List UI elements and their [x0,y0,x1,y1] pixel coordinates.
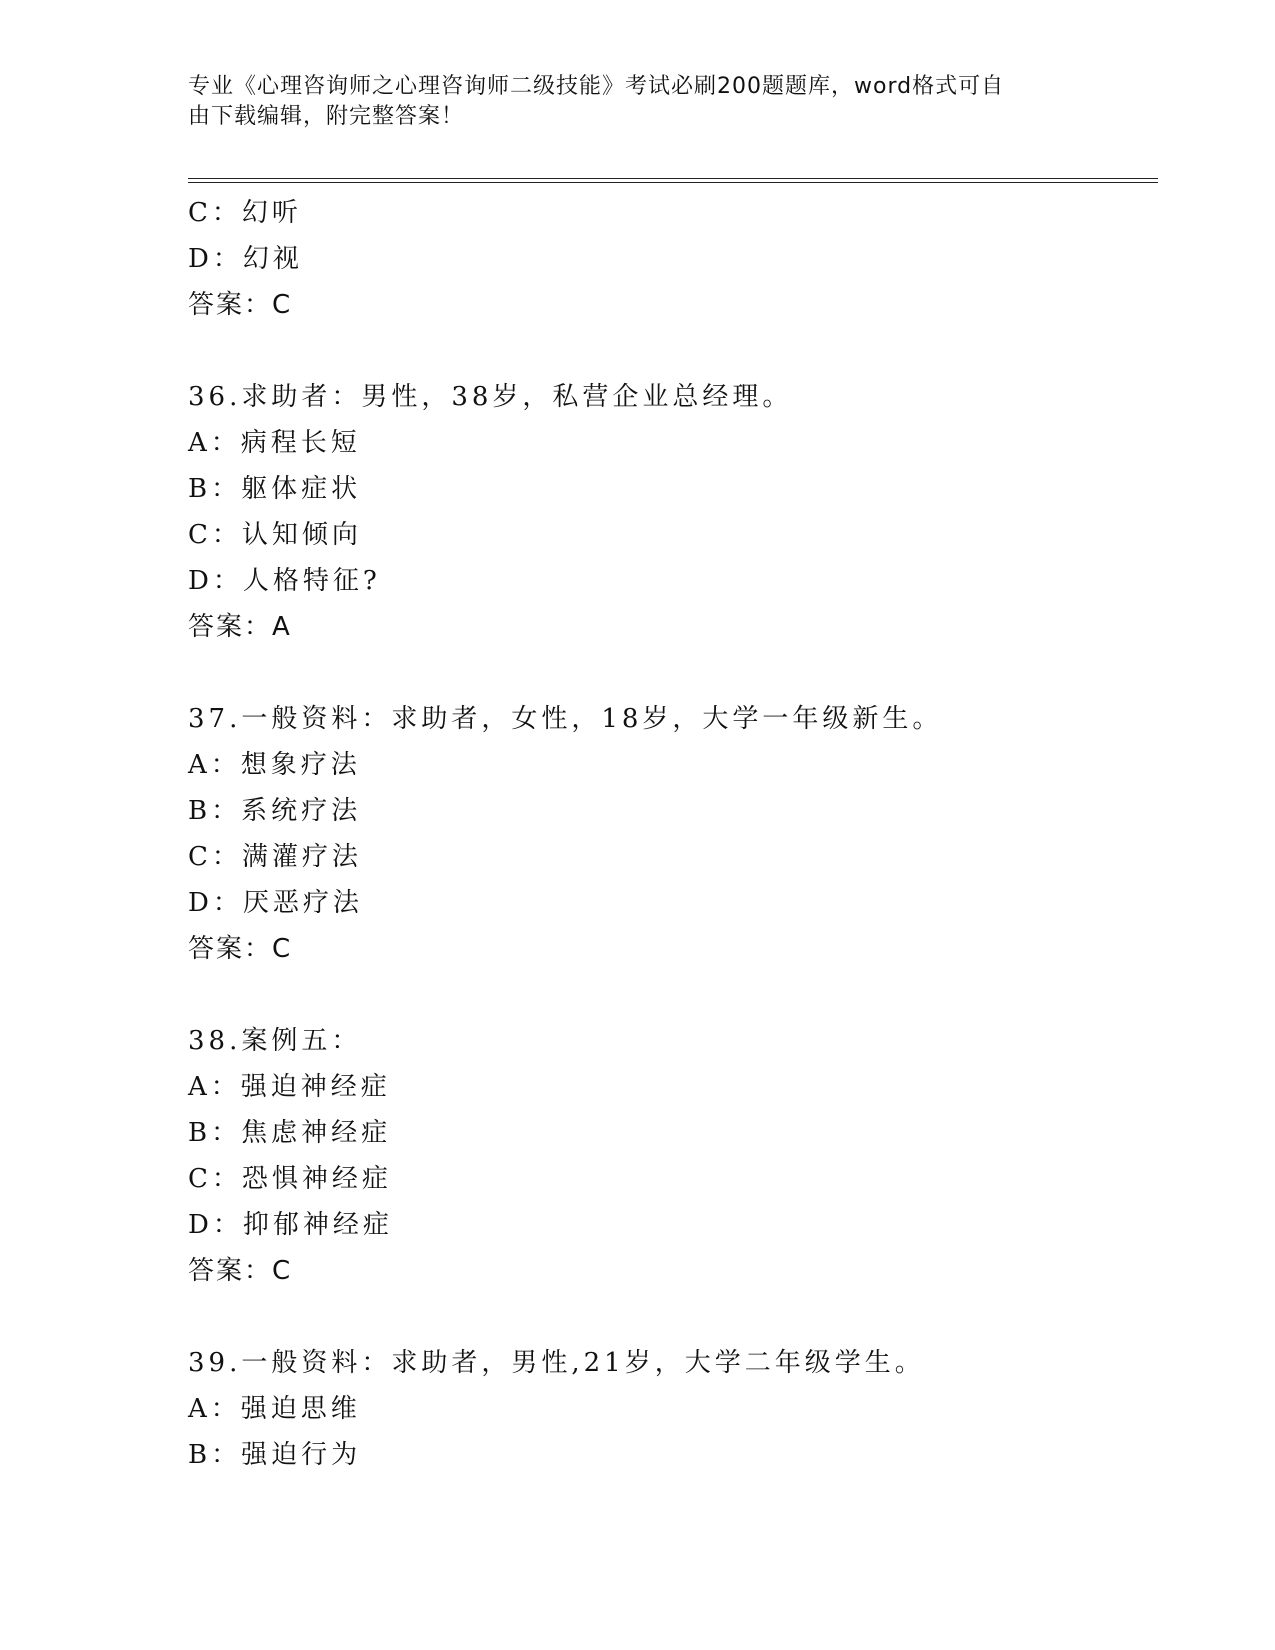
option-b: B：系统疗法 [188,796,362,826]
option-a: A：强迫思维 [188,1394,361,1424]
option-d: D：幻视 [188,244,303,274]
question-stem: 37.一般资料：求助者，女性，18岁，大学一年级新生。 [188,704,943,734]
option-b: B：强迫行为 [188,1440,362,1470]
answer: 答案：C [188,934,293,964]
answer: 答案：C [188,290,293,320]
answer: 答案：C [188,1256,293,1286]
option-c: C：幻听 [188,198,302,228]
document-header [188,72,1068,132]
answer: 答案：A [188,612,292,642]
option-c: C：恐惧神经症 [188,1164,392,1194]
question-stem: 38.案例五： [188,1026,362,1056]
spacer [188,1294,1148,1340]
option-a: A：强迫神经症 [188,1072,391,1102]
spacer [188,650,1148,696]
question-continuation [188,190,1148,328]
option-d: D：人格特征? [188,566,381,596]
header-divider-bottom [188,182,1158,183]
spacer [188,972,1148,1018]
option-c: C：满灌疗法 [188,842,362,872]
question-38 [188,1018,1148,1294]
question-36 [188,374,1148,650]
option-b: B：躯体症状 [188,474,362,504]
header-line-1: 专业《心理咨询师之心理咨询师二级技能》考试必刷200题题库，word格式可自 [188,74,1005,99]
option-a: A：想象疗法 [188,750,361,780]
question-39 [188,1340,1148,1478]
header-line-2: 由下载编辑，附完整答案！ [188,104,465,129]
header-divider-top [188,178,1158,179]
question-list [188,190,1148,1478]
option-c: C：认知倾向 [188,520,362,550]
option-d: D：厌恶疗法 [188,888,363,918]
option-b: B：焦虑神经症 [188,1118,392,1148]
option-a: A：病程长短 [188,428,361,458]
question-37 [188,696,1148,972]
question-stem: 36.求助者：男性，38岁，私营企业总经理。 [188,382,793,412]
spacer [188,328,1148,374]
option-d: D：抑郁神经症 [188,1210,393,1240]
question-stem: 39.一般资料：求助者，男性,21岁，大学二年级学生。 [188,1348,925,1378]
